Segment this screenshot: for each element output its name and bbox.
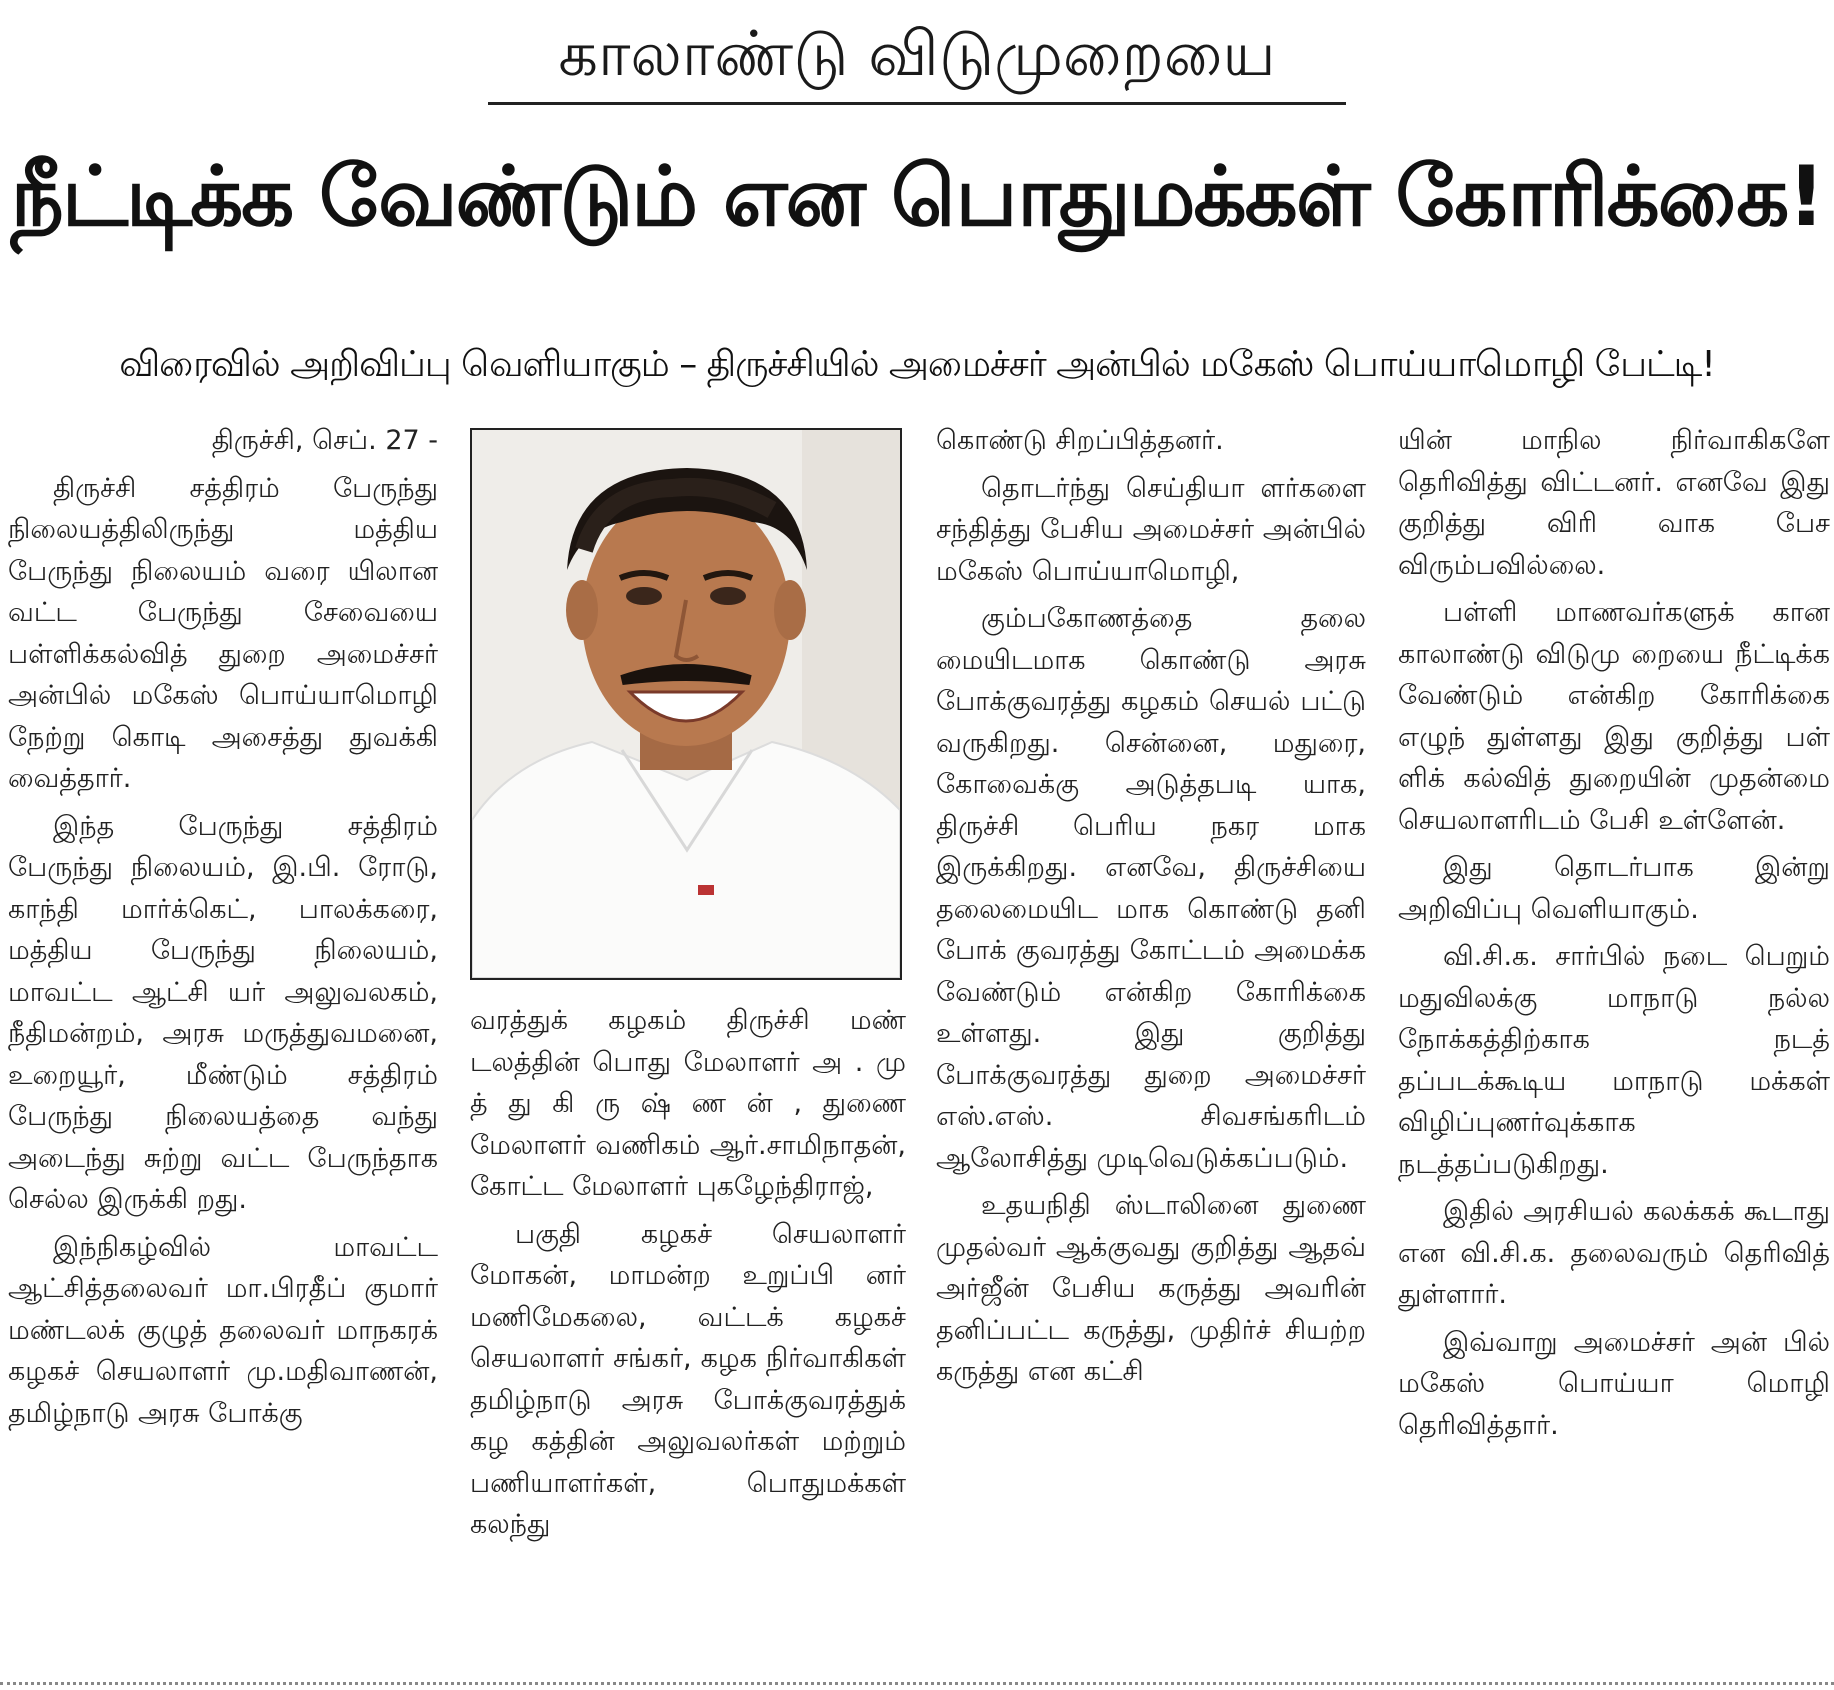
article-column-2 (470, 1000, 906, 1552)
article-column-4 (1398, 420, 1830, 1452)
article-paragraph: பகுதி கழகச் செயலாளர் மோகன், மாமன்ற உறுப்பி னர் மணிமேகலை, வட்டக் கழகச் செயலாளர் சங்கர், கழக நிர்வாகிகள் தமிழ்நாடு அரசு போக்குவரத்துக் கழ கத்தின் அலுவலர்கள் மற்றும் பணியாளர்கள், பொதுமக்கள் கலந்து (470, 1218, 906, 1540)
article-paragraph: கொண்டு சிறப்பித்தனர். (936, 425, 1224, 456)
article-paragraph: இது தொடர்பாக இன்று அறிவிப்பு வெளியாகும். (1398, 852, 1830, 925)
article-paragraph: கும்பகோணத்தை தலை மையிடமாக கொண்டு அரசு போக்குவரத்து கழகம் செயல் பட்டு வருகிறது. சென்னை, மதுரை, கோவைக்கு அடுத்தபடி யாக, திருச்சி பெரிய நகர மாக இருக்கிறது. எனவே, திருச்சியை தலைமையிட மாக கொண்டு தனி போக் குவரத்து கோட்டம் அமைக்க வேண்டும் என்கிற கோரிக்கை உள்ளது. இது குறித்து போக்குவரத்து துறை அமைச்சர் எஸ்.எஸ். சிவசங்கரிடம் ஆலோசித்து முடிவெடுக்கப்படும். (936, 603, 1366, 1174)
article-headline: நீட்டிக்க வேண்டும் என பொதுமக்கள் கோரிக்கை! (10, 148, 1824, 245)
article-kicker: காலாண்டு விடுமுறையை (558, 17, 1276, 90)
article-paragraph: வி.சி.க. சார்பில் நடை பெறும் மதுவிலக்கு மாநாடு நல்ல நோக்கத்திற்காக நடத் தப்படக்கூடிய மாநாடு மக்கள் விழிப்புணர்வுக்காக நடத்தப்படுகிறது. (1398, 941, 1830, 1180)
article-paragraph: யின் மாநில நிர்வாகிகளே தெரிவித்து விட்டனர். எனவே இது குறித்து விரி வாக பேச விரும்பவில்லை. (1398, 425, 1830, 581)
article-subheadline: விரைவில் அறிவிப்பு வெளியாகும் – திருச்சியில் அமைச்சர் அன்பில் மகேஸ் பொய்யாமொழி பேட்டி! (119, 344, 1715, 385)
article-paragraph: தொடர்ந்து செய்தியா ளர்களை சந்தித்து பேசிய அமைச்சர் அன்பில் மகேஸ் பொய்யாமொழி, (936, 472, 1366, 587)
article-paragraph: இந்த பேருந்து சத்திரம் பேருந்து நிலையம், இ.பி. ரோடு, காந்தி மார்க்கெட், பாலக்கரை, மத்திய பேருந்து நிலையம், மாவட்ட ஆட்சி யர் அலுவலகம், நீதிமன்றம், அரசு மருத்துவமனை, உறையூர், மீண்டும் சத்திரம் பேருந்து நிலையத்தை வந்து அடைந்து சுற்று வட்ட பேருந்தாக செல்ல இருக்கி றது. (8, 810, 438, 1215)
article-paragraph: வரத்துக் கழகம் திருச்சி மண் டலத்தின் பொது மேலாளர் அ . மு த் து கி ரு ஷ் ண ன் , துணை மேலாளர் வணிகம் ஆர்.சாமிநாதன், கோட்ட மேலாளர் புகழேந்திராஜ், (470, 1005, 906, 1202)
kicker-underline (488, 102, 1346, 105)
bottom-divider (0, 1682, 1834, 1685)
article-column-3 (936, 420, 1366, 1399)
article-paragraph: திருச்சி சத்திரம் பேருந்து நிலையத்திலிருந்து மத்திய பேருந்து நிலையம் வரை யிலான வட்ட பேருந்து சேவையை பள்ளிக்கல்வித் துறை அமைச்சர் அன்பில் மகேஸ் பொய்யாமொழி நேற்று கொடி அசைத்து துவக்கி வைத்தார். (8, 472, 438, 794)
article-column-1 (8, 420, 438, 1440)
article-paragraph: இதில் அரசியல் கலக்கக் கூடாது என வி.சி.க. தலைவரும் தெரிவித் துள்ளார். (1398, 1196, 1830, 1310)
article-dateline: திருச்சி, செப். 27 - (211, 425, 438, 456)
article-paragraph: பள்ளி மாணவர்களுக் கான காலாண்டு விடுமு றையை நீட்டிக்க வேண்டும் என்கிற கோரிக்கை எழுந் துள்ளது இது குறித்து பள் ளிக் கல்வித் துறையின் முதன்மை செயலாளரிடம் பேசி உள்ளேன். (1398, 597, 1830, 836)
article-paragraph: இவ்வாறு அமைச்சர் அன் பில் மகேஸ் பொய்யா மொழி தெரிவித்தார். (1398, 1326, 1830, 1441)
article-paragraph: இந்நிகழ்வில் மாவட்ட ஆட்சித்தலைவர் மா.பிரதீப் குமார் மண்டலக் குழுத் தலைவர் மாநகரக் கழகச் செயலாளர் மு.மதிவாணன், தமிழ்நாடு அரசு போக்கு (8, 1231, 438, 1429)
minister-portrait-photo (470, 428, 902, 980)
article-paragraph: உதயநிதி ஸ்டாலினை துணை முதல்வர் ஆக்குவது குறித்து ஆதவ் அர்ஜீன் பேசிய கருத்து அவரின் தனிப்பட்ட கருத்து, முதிர்ச் சியற்ற கருத்து என கட்சி (936, 1190, 1366, 1387)
